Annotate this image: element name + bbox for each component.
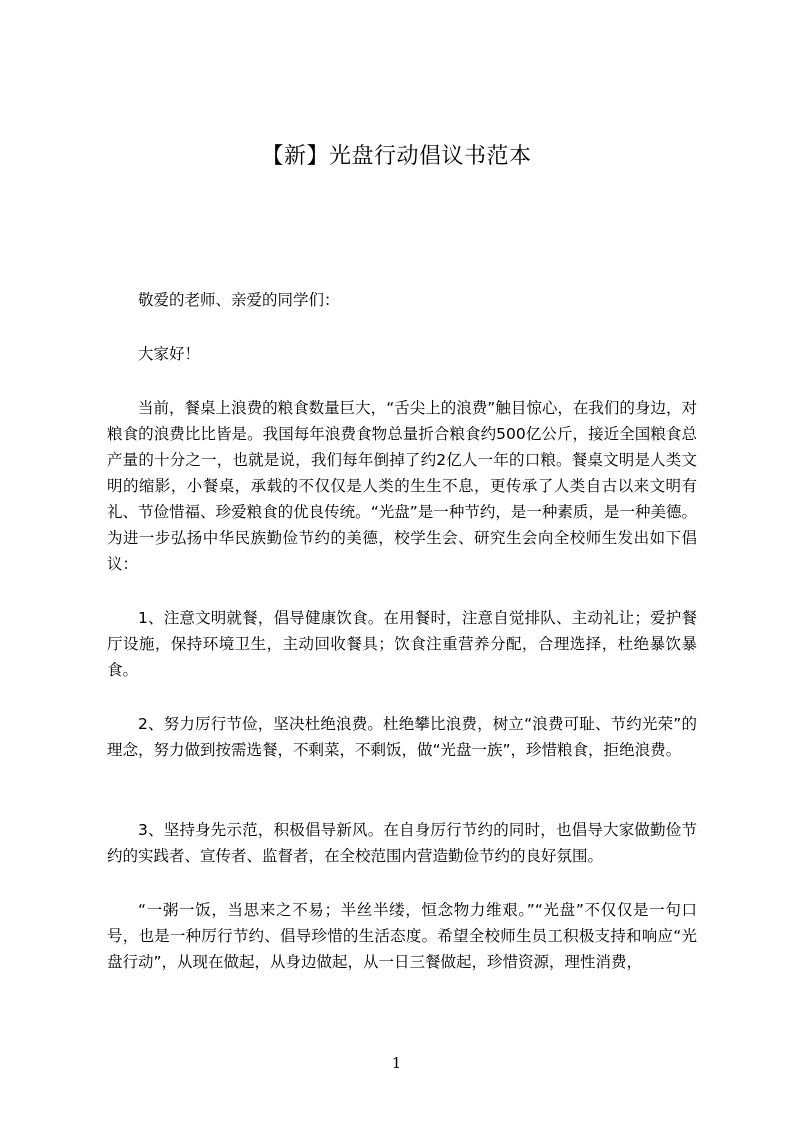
document-title: 【新】光盘行动倡议书范本 xyxy=(261,144,532,169)
closing-paragraph: “一粥一饭，当思来之不易；半丝半缕，恒念物力维艰。”“光盘”不仅仅是一句口号，也是一种厉行节约、倡导珍惜的生活态度。希望全校师生员工积极支持和响应“光盘行动”，从现在做起，从身边做起，从一日三餐做起，珍惜资源，理性消费， xyxy=(107,901,697,971)
proposal-item-2: 2、努力厉行节俭，坚决杜绝浪费。杜绝攀比浪费，树立“浪费可耻、节约光荣”的理念，努力做到按需选餐，不剩菜，不剩饭，做“光盘一族”，珍惜粮食，拒绝浪费。 xyxy=(107,715,697,759)
page-number: 1 xyxy=(391,1054,402,1072)
intro-paragraph: 当前，餐桌上浪费的粮食数量巨大，“舌尖上的浪费”触目惊心，在我们的身边，对粮食的浪费比比皆是。我国每年浪费食物总量折合粮食约500亿公斤，接近全国粮食总产量的十分之一，也就是说，我们每年倒掉了约2亿人一年的口粮。餐桌文明是人类文明的缩影，小餐桌，承载的不仅仅是人类的生生不息，更传承了人类自古以来文明有礼、节俭惜福、珍爱粮食的优良传统。“光盘”是一种节约，是一种素质，是一种美德。为进一步弘扬中华民族勤俭节约的美德，校学生会、研究生会向全校师生发出如下倡议： xyxy=(107,399,697,573)
greeting-hello: 大家好！ xyxy=(138,345,201,363)
proposal-item-1: 1、注意文明就餐，倡导健康饮食。在用餐时，注意自觉排队、主动礼让；爱护餐厅设施，保持环境卫生，主动回收餐具；饮食注重营养分配，合理选择，杜绝暴饮暴食。 xyxy=(107,609,697,679)
proposal-item-3: 3、坚持身先示范，积极倡导新风。在自身厉行节约的同时，也倡导大家做勤俭节约的实践者、宣传者、监督者，在全校范围内营造勤俭节约的良好氛围。 xyxy=(107,821,697,865)
greeting-salutation: 敬爱的老师、亲爱的同学们： xyxy=(138,291,340,309)
